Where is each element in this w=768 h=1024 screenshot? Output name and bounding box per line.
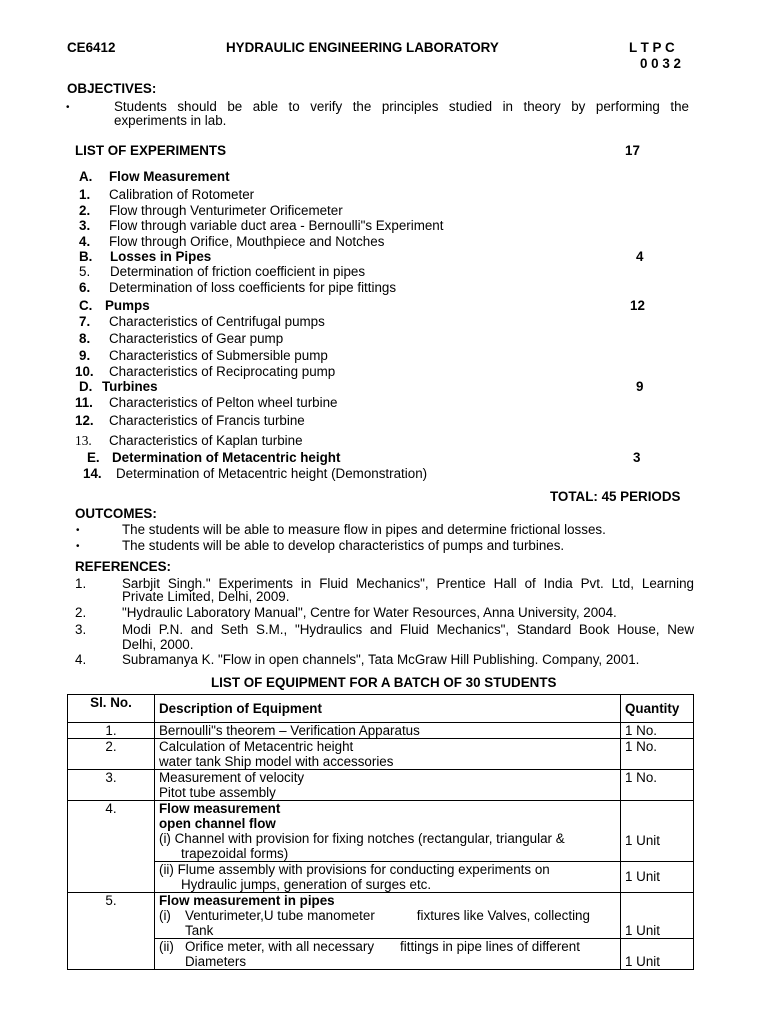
ltpc-values: 0 0 3 2	[640, 56, 681, 71]
section-letter: C.	[79, 298, 93, 313]
row-quantity: 1 No.	[621, 723, 694, 739]
item-number: 12.	[75, 413, 94, 428]
equipment-heading: LIST OF EQUIPMENT FOR A BATCH OF 30 STUDENTS	[211, 675, 557, 690]
reference-number: 4.	[75, 652, 87, 667]
description-line: Measurement of velocity	[159, 770, 305, 785]
item-number: 14.	[83, 466, 102, 481]
experiment-item: Characteristics of Reciprocating pump	[109, 364, 336, 379]
equipment-table	[67, 694, 694, 970]
row-description	[155, 893, 621, 939]
course-title: HYDRAULIC ENGINEERING LABORATORY	[226, 40, 499, 55]
column-header-description: Description of Equipment	[155, 695, 621, 723]
reference-line: Modi P.N. and Seth S.M., "Hydraulics and Fluid Mechanics", Standard Book House, New	[122, 622, 694, 637]
row-sl: 5.	[68, 893, 155, 970]
item-number: 9.	[79, 348, 91, 363]
row-sl: 4.	[68, 801, 155, 893]
experiment-item: Characteristics of Kaplan turbine	[109, 433, 303, 448]
column-header-quantity: Quantity	[621, 695, 694, 723]
description-title: Flow measurement in pipes	[159, 893, 335, 908]
row-description	[155, 801, 621, 862]
table-row	[68, 770, 694, 801]
section-letter: E.	[87, 450, 100, 465]
reference-number: 2.	[75, 605, 87, 620]
reference-line: Subramanya K. "Flow in open channels", Tata McGraw Hill Publishing. Company, 2001.	[122, 652, 640, 667]
section-title: Losses in Pipes	[110, 249, 212, 264]
row-quantity: 1 Unit	[621, 862, 694, 893]
sub-item-number: (i)	[159, 908, 171, 923]
description-line: Hydraulic jumps, generation of surges etc.	[181, 877, 432, 892]
section-title: Flow Measurement	[109, 169, 230, 184]
row-quantity: 1 Unit	[621, 801, 694, 862]
experiment-item: Flow through Orifice, Mouthpiece and Notches	[109, 234, 385, 249]
row-description	[155, 939, 621, 970]
experiment-item: Flow through variable duct area - Bernoulli"s Experiment	[109, 218, 444, 233]
row-quantity: 1 No.	[621, 739, 694, 770]
section-periods: 9	[636, 379, 644, 394]
experiment-item: Determination of friction coefficient in pipes	[110, 264, 366, 279]
row-description	[155, 862, 621, 893]
references-heading: REFERENCES:	[75, 559, 171, 574]
total-periods: TOTAL: 45 PERIODS	[550, 489, 681, 504]
section-letter: D.	[79, 379, 93, 394]
item-number: 1.	[79, 187, 91, 202]
item-number: 2.	[79, 203, 91, 218]
experiment-item: Calibration of Rotometer	[109, 187, 255, 202]
description-line: Diameters	[185, 954, 247, 969]
item-number: 8.	[79, 331, 91, 346]
item-number: 6.	[79, 280, 91, 295]
table-row	[68, 739, 694, 770]
bullet-icon: •	[76, 541, 80, 552]
experiment-item: Characteristics of Centrifugal pumps	[109, 314, 325, 329]
section-periods: 3	[633, 450, 641, 465]
row-quantity: 1 No.	[621, 770, 694, 801]
table-row	[68, 893, 694, 939]
experiments-heading: LIST OF EXPERIMENTS	[75, 143, 227, 158]
outcomes-heading: OUTCOMES:	[75, 506, 157, 521]
reference-line: "Hydraulic Laboratory Manual", Centre for Water Resources, Anna University, 2004.	[122, 605, 617, 620]
description-line	[159, 908, 616, 923]
sub-item-number: (ii)	[159, 939, 174, 954]
table-row	[68, 801, 694, 862]
outcome-item: The students will be able to develop characteristics of pumps and turbines.	[122, 538, 565, 553]
objectives-text-line1: Students should be able to verify the principles studied in theory by performing the	[114, 99, 689, 114]
description-line	[159, 939, 616, 954]
objectives-heading: OBJECTIVES:	[67, 81, 157, 96]
item-number: 4.	[79, 234, 91, 249]
description-line: trapezoidal forms)	[181, 846, 289, 861]
objectives-text-line2: experiments in lab.	[114, 113, 227, 128]
item-number: 5.	[79, 264, 91, 279]
description-line: Pitot tube assembly	[159, 785, 276, 800]
outcome-item: The students will be able to measure flow in pipes and determine frictional losses.	[122, 522, 606, 537]
column-header-sl-no: Sl. No.	[68, 695, 155, 723]
row-description	[155, 770, 621, 801]
reference-line: Delhi, 2000.	[122, 637, 194, 652]
description-line: water tank Ship model with accessories	[159, 754, 394, 769]
description-title: open channel flow	[159, 816, 276, 831]
experiment-item: Characteristics of Pelton wheel turbine	[109, 395, 338, 410]
reference-number: 1.	[75, 576, 87, 591]
row-quantity: 1 Unit	[621, 893, 694, 939]
item-number: 3.	[79, 218, 91, 233]
section-periods: 4	[636, 249, 644, 264]
description-line: (ii) Flume assembly with provisions for conducting experiments on	[159, 862, 550, 877]
description-text: Venturimeter,U tube manometer	[185, 908, 375, 923]
experiment-item: Characteristics of Francis turbine	[109, 413, 305, 428]
description-line: Tank	[185, 923, 214, 938]
section-letter: B.	[79, 249, 93, 264]
description-line: (i) Channel with provision for fixing notches (rectangular, triangular &	[159, 831, 565, 846]
section-letter: A.	[79, 169, 93, 184]
experiment-item: Determination of Metacentric height (Demonstration)	[116, 466, 428, 481]
bullet-icon: •	[66, 102, 70, 113]
row-sl: 2.	[68, 739, 155, 770]
experiment-item: Characteristics of Gear pump	[109, 331, 284, 346]
course-code: CE6412	[67, 40, 116, 55]
row-sl: 1.	[68, 723, 155, 739]
reference-line: Private Limited, Delhi, 2009.	[122, 589, 290, 604]
table-row	[68, 723, 694, 739]
table-row	[68, 939, 694, 970]
description-text: fixtures like Valves, collecting	[416, 908, 590, 923]
section-title: Turbines	[102, 379, 158, 394]
description-title: Flow measurement	[159, 801, 281, 816]
experiment-item: Flow through Venturimeter Orificemeter	[109, 203, 343, 218]
experiment-item: Characteristics of Submersible pump	[109, 348, 328, 363]
ltpc-label: L T P C	[629, 40, 675, 55]
experiments-total-periods: 17	[625, 143, 640, 158]
table-header-row	[68, 695, 694, 723]
description-line: Calculation of Metacentric height	[159, 739, 354, 754]
item-number: 11.	[75, 395, 93, 410]
row-quantity: 1 Unit	[621, 939, 694, 970]
row-description	[155, 739, 621, 770]
section-title: Pumps	[105, 298, 150, 313]
reference-number: 3.	[75, 622, 87, 637]
row-description: Bernoulli"s theorem – Verification Apparatus	[155, 723, 621, 739]
bullet-icon: •	[76, 525, 80, 536]
description-text: fittings in pipe lines of different	[400, 939, 580, 954]
item-number: 13.	[75, 433, 92, 448]
section-periods: 12	[630, 298, 645, 313]
description-text: Orifice meter, with all necessary	[185, 939, 375, 954]
table-row	[68, 862, 694, 893]
row-sl: 3.	[68, 770, 155, 801]
section-title: Determination of Metacentric height	[112, 450, 341, 465]
experiment-item: Determination of loss coefficients for pipe fittings	[109, 280, 397, 295]
reference-line: Sarbjit Singh." Experiments in Fluid Mechanics", Prentice Hall of India Pvt. Ltd, Learning	[122, 576, 694, 591]
item-number: 10.	[75, 364, 94, 379]
item-number: 7.	[79, 314, 91, 329]
